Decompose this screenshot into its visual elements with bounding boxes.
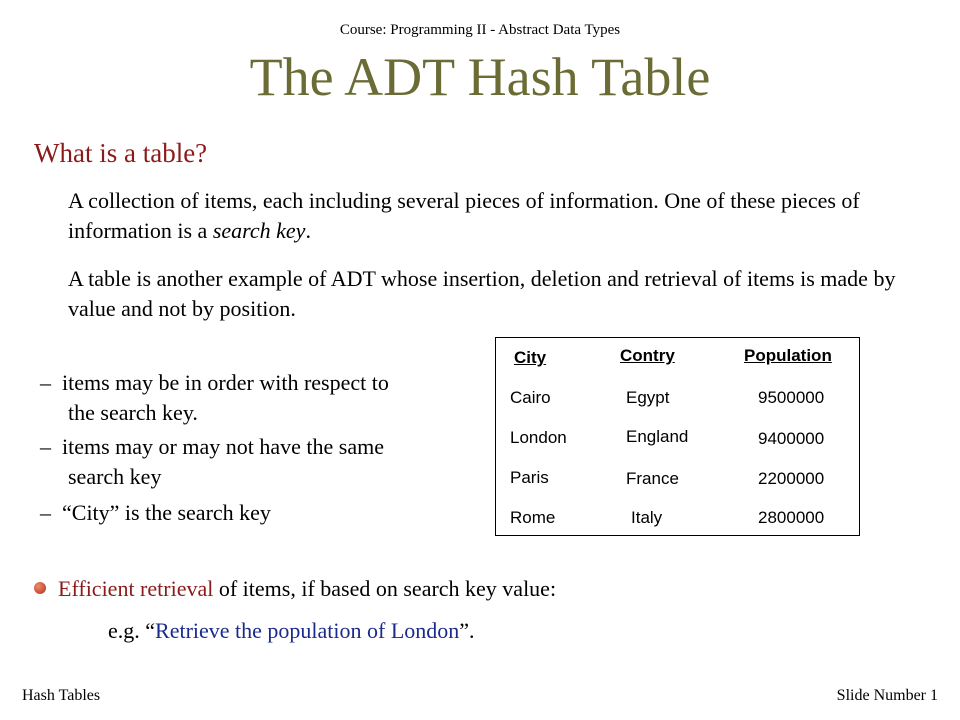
list-item [40,432,389,492]
adt-paragraph: A table is another example of ADT whose insertion, deletion and retrieval of items is made by value and not by position. [68,266,896,321]
table-cell: 2200000 [758,469,825,488]
efficient-retrieval-term: Efficient retrieval [58,576,214,601]
table-cell: Italy [631,508,663,527]
slide-title: The ADT Hash Table [249,47,711,107]
table-cell: France [626,469,679,488]
footer-topic: Hash Tables [22,687,101,704]
table-cell: Cairo [510,388,551,407]
definition-end: . [305,218,311,243]
table-cell: London [510,428,567,447]
search-key-term: search key [212,218,306,243]
city-table [495,337,860,536]
dash-list [40,368,389,532]
table-cell: Egypt [626,388,670,407]
table-cell: 9400000 [758,429,825,448]
efficiency-text: of items, if based on search key value: [213,576,557,601]
example-suffix: ”. [459,618,475,643]
example-line [108,618,475,644]
example-query: Retrieve the population of London [155,618,460,643]
list-item-text: items may be in order with respect to [62,370,389,395]
section-heading: What is a table? [34,138,208,168]
table-cell: Rome [510,508,556,527]
table-cell: Paris [510,468,549,487]
dash-marker: – [40,370,51,395]
list-item [40,368,389,428]
list-item-text: items may or may not have the same [62,434,384,459]
list-item-continuation: search key [68,464,162,489]
definition-text: A collection of items, each including several pieces of information. One of these pieces of information is a [68,188,860,243]
dash-marker: – [40,434,51,459]
definition-paragraph [68,186,908,246]
efficiency-bullet [34,576,556,602]
bullet-icon [34,582,46,594]
dash-marker: – [40,500,51,525]
list-item-text: “City” is the search key [62,500,271,525]
example-prefix: e.g. “ [108,618,156,643]
column-header-population: Population [744,346,832,365]
table-cell: England [626,427,689,446]
table-cell: 9500000 [758,388,825,407]
course-subtitle: Course: Programming II - Abstract Data Types [339,22,621,38]
list-item-continuation: the search key. [68,400,198,425]
column-header-country: Contry [620,346,675,365]
list-item [40,498,389,528]
table-cell: 2800000 [758,508,825,527]
slide-number: Slide Number 1 [836,687,938,704]
column-header-city: City [514,348,547,367]
